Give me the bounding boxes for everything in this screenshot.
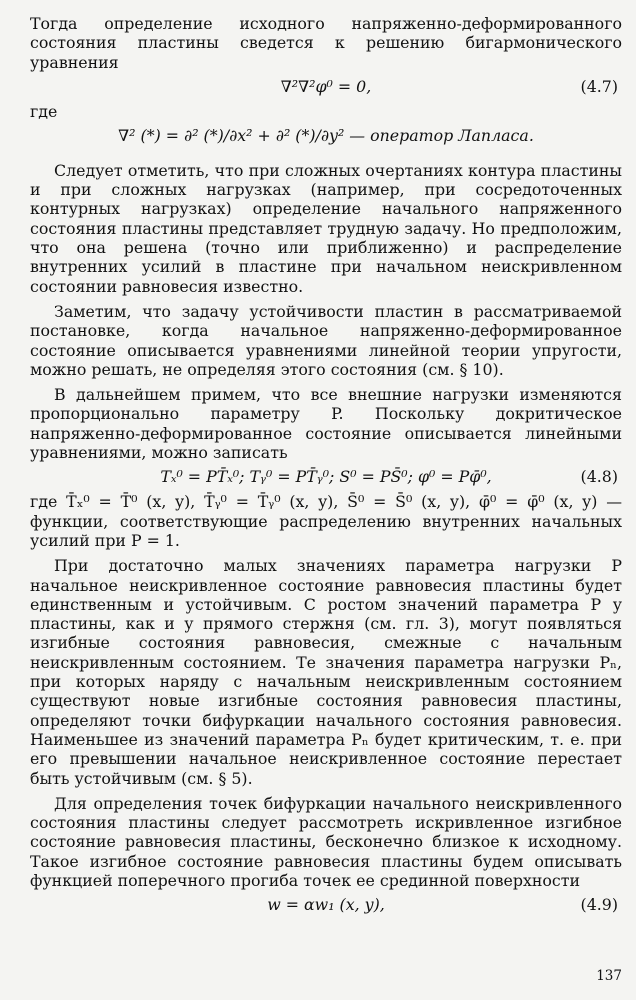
- equation-4-9-number: (4.9): [580, 895, 618, 915]
- equation-4-7-body: ∇²∇²φ⁰ = 0,: [280, 76, 372, 96]
- equation-4-7-number: (4.7): [580, 76, 618, 96]
- where-label: где: [30, 101, 58, 121]
- equation-laplace-body: ∇² (*) = ∂² (*)/∂x² + ∂² (*)/∂y² — оператор Лапласа.: [118, 125, 534, 145]
- equation-laplace: [30, 121, 622, 151]
- paragraph-deflection-function: Для определения точек бифуркации начального неискривленного состояния пластины следует рассмотреть искривленное изгибное состояние равновесия пластины, бесконечно близкое к исходному. Такое изгибное состояние равновесия пластины будем описывать функцией поперечного прогиба точек ее срединной поверхности: [30, 793, 622, 890]
- paragraph-stability-note: Заметим, что задачу устойчивости пластин в рассматриваемой постановке, когда начальное напряженно-деформированное состояние описывается уравнениями линейной теории упругости, можно решать, не определяя этого состояния (см. § 10).: [30, 301, 622, 379]
- equation-4-7: [30, 72, 622, 102]
- equation-4-9-body: w = αw₁ (x, y),: [267, 895, 385, 915]
- paragraph-where-functions: где T̄ₓ⁰ = T̄⁰ (x, y), T̄ᵧ⁰ = T̄ᵧ⁰ (x, y), S̄⁰ = S̄⁰ (x, y), φ̄⁰ = φ̄⁰ (x, y) — функции, соответствующие распределению внутренних начальных усилий при P = 1.: [30, 492, 622, 550]
- equation-4-8: [30, 462, 622, 492]
- paragraph-complex-contours: Следует отметить, что при сложных очертаниях контура пластины и при сложных нагрузках (например, при сосредоточенных контурных нагрузках) определение начального напряженного состояния пластины представляет трудную задачу. Но предположим, что она решена (точно или приближенно) и распределение внутренних усилий в пластине при начальном неискривленном состоянии равновесия известно.: [30, 160, 622, 296]
- equation-4-9: [30, 890, 622, 920]
- equation-4-8-number: (4.8): [580, 467, 618, 487]
- paragraph-proportional-loads: В дальнейшем примем, что все внешние нагрузки изменяются пропорционально параметру P. Поскольку докритическое напряженно-деформированное состояние описывается линейными уравнениями, можно записать: [30, 385, 622, 463]
- equation-4-8-body: Tₓ⁰ = PT̄ₓ⁰; Tᵧ⁰ = PT̄ᵧ⁰; S⁰ = PS̄⁰; φ⁰ = Pφ̄⁰,: [160, 467, 492, 487]
- page-number: 137: [596, 968, 622, 984]
- paragraph-bifurcation: При достаточно малых значениях параметра нагрузки P начальное неискривленное состояние равновесия пластины будет единственным и устойчивым. С ростом значений параметра P у пластины, как и у прямого стержня (см. гл. 3), могут появляться изгибные состояния равновесия, смежные с начальным неискривленным состоянием. Те значения параметра нагрузки Pₙ, при которых наряду с начальным неискривленным состоянием существуют новые изгибные состояния равновесия пластины, определяют точки бифуркации начального состояния равновесия. Наименьшее из значений параметра Pₙ будет критическим, т. е. при его превышении начальное неискривленное состояние перестает быть устойчивым (см. § 5).: [30, 556, 622, 788]
- paragraph-intro: Тогда определение исходного напряженно-деформированного состояния пластины сведется к решению бигармонического уравнения: [30, 14, 622, 72]
